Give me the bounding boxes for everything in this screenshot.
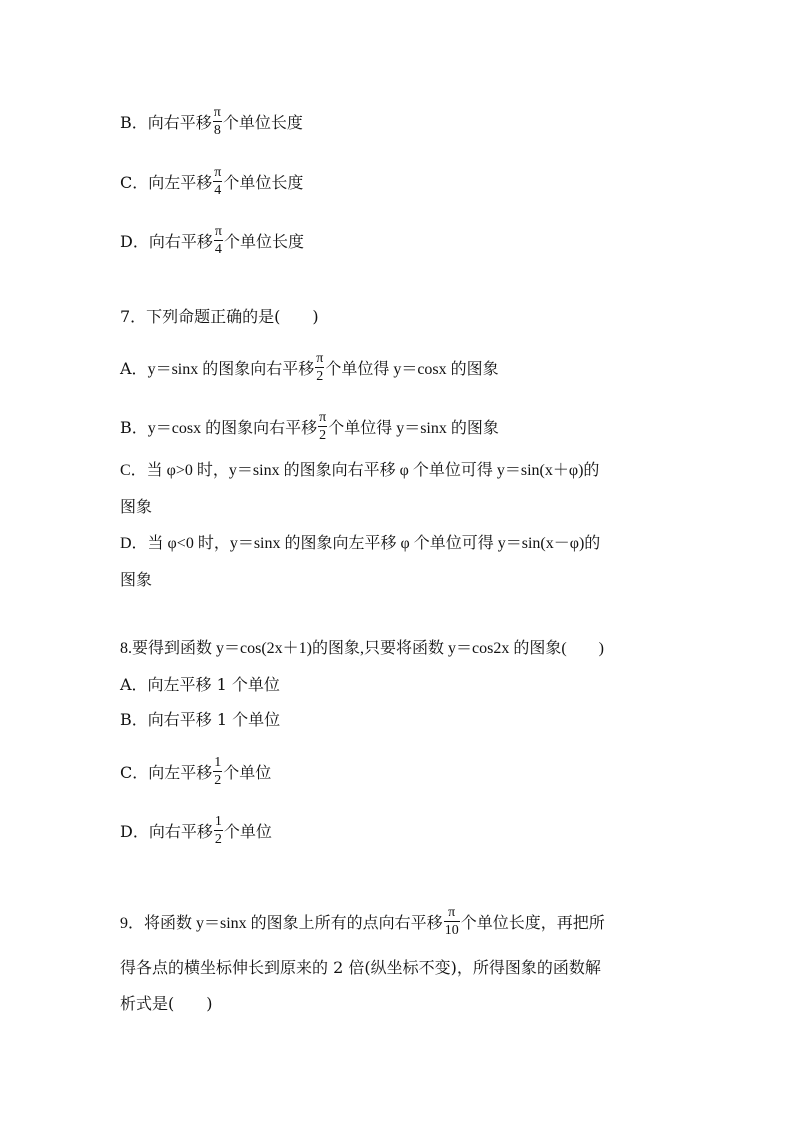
fraction: $\frac{\pi}{8}$: [213, 105, 221, 138]
option-label: C．: [120, 763, 149, 782]
option-text: 向左平移: [148, 763, 213, 782]
q8-option-a: A．向左平移 1 个单位: [120, 675, 280, 694]
q6-option-d: [120, 225, 304, 260]
option-tail: 个单位长度: [223, 173, 304, 192]
option-label: B．: [120, 113, 148, 132]
q9-tail: 个单位长度，再把所: [460, 913, 605, 932]
q6-option-b: [120, 106, 303, 141]
option-tail: 个单位得 y＝sinx 的图象: [328, 420, 499, 437]
fraction: $\frac{\pi}{4}$: [214, 224, 222, 257]
q8-stem: 8.要得到函数 y＝cos(2x＋1)的图象,只要将函数 y＝cos2x 的图象( ): [120, 640, 604, 657]
option-tail: 个单位得 y＝cosx 的图象: [325, 361, 499, 378]
option-text: 向右平移: [147, 113, 212, 132]
q7-option-c-line1: C．当 φ>0 时，y＝sinx 的图象向右平移 φ 个单位可得 y＝sin(x＋φ)的: [120, 462, 600, 479]
q9-text: 9．将函数 y＝sinx 的图象上所有的点向右平移: [120, 915, 443, 932]
option-tail: 个单位: [223, 763, 272, 782]
q9-stem-line1: [120, 906, 605, 941]
option-tail: 个单位长度: [222, 113, 303, 132]
option-text: 向右平移: [148, 232, 213, 251]
q8-option-d: [120, 815, 272, 850]
option-tail: 个单位长度: [223, 232, 304, 251]
fraction: $\frac{1}{2}$: [214, 755, 222, 788]
fraction: $\frac{1}{2}$: [214, 814, 222, 847]
option-label: A．: [120, 359, 148, 378]
q6-option-c: [120, 166, 303, 201]
option-text: y＝cosx 的图象向右平移: [147, 420, 318, 437]
option-tail: 个单位: [223, 822, 272, 841]
q9-stem-line3: 析式是( ): [120, 994, 213, 1013]
fraction: $\frac{\pi}{2}$: [319, 410, 327, 443]
q8-option-c: [120, 756, 271, 791]
fraction: $\frac{\pi}{4}$: [214, 165, 222, 198]
option-label: D．: [120, 232, 149, 251]
q7-option-d-line1: D．当 φ<0 时，y＝sinx 的图象向左平移 φ 个单位可得 y＝sin(x－φ)的: [120, 535, 601, 552]
option-text: 向左平移: [148, 173, 213, 192]
q9-stem-line2: 得各点的横坐标伸长到原来的 2 倍(纵坐标不变)，所得图象的函数解: [120, 958, 601, 977]
option-text: 向右平移: [148, 822, 213, 841]
q8-option-b: B．向右平移 1 个单位: [120, 710, 281, 729]
q7-option-c-line2: 图象: [120, 497, 153, 516]
q7-option-a: [120, 352, 499, 387]
fraction: $\frac{\pi}{10}$: [444, 905, 459, 938]
option-label: B．: [120, 418, 148, 437]
q7-option-b: [120, 411, 499, 446]
option-label: C．: [120, 173, 149, 192]
option-text: y＝sinx 的图象向右平移: [147, 361, 315, 378]
q7-stem: 7．下列命题正确的是( ): [120, 307, 319, 326]
fraction: $\frac{\pi}{2}$: [316, 351, 324, 384]
option-label: D．: [120, 822, 149, 841]
q7-option-d-line2: 图象: [120, 570, 153, 589]
